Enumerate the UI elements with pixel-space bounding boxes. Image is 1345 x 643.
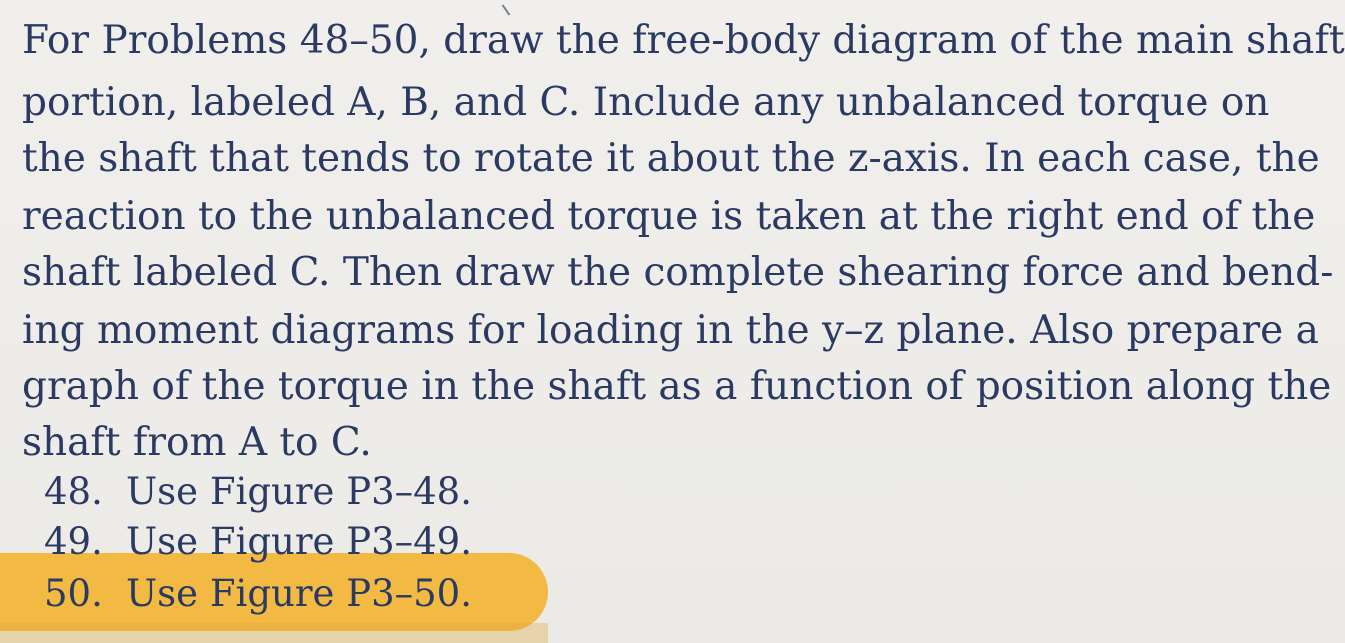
problem-item-49 bbox=[44, 520, 472, 564]
instruction-line: shaft from A to C. bbox=[22, 420, 372, 465]
pen-mark bbox=[502, 5, 511, 16]
instruction-line: reaction to the unbalanced torque is taken at the right end of the bbox=[22, 194, 1316, 239]
instruction-line: the shaft that tends to rotate it about the z-axis. In each case, the bbox=[22, 136, 1320, 181]
problem-text: Use Figure P3–49. bbox=[126, 520, 472, 563]
problem-text: Use Figure P3–50. bbox=[126, 572, 472, 615]
highlighter-shadow bbox=[0, 623, 548, 643]
problem-item-50 bbox=[44, 572, 472, 616]
instruction-line: ing moment diagrams for loading in the y–z plane. Also prepare a bbox=[22, 308, 1319, 353]
instruction-line: portion, labeled A, B, and C. Include any unbalanced torque on bbox=[22, 80, 1270, 125]
problem-number: 49. bbox=[44, 520, 103, 563]
instruction-line: graph of the torque in the shaft as a function of position along the bbox=[22, 364, 1332, 409]
problem-number: 50. bbox=[44, 572, 103, 615]
instruction-line: shaft labeled C. Then draw the complete shearing force and bend- bbox=[22, 250, 1334, 295]
problem-text: Use Figure P3–48. bbox=[126, 470, 472, 513]
instruction-line: For Problems 48–50, draw the free-body diagram of the main shaft bbox=[22, 18, 1345, 63]
problem-number: 48. bbox=[44, 470, 103, 513]
problem-item-48 bbox=[44, 470, 472, 514]
